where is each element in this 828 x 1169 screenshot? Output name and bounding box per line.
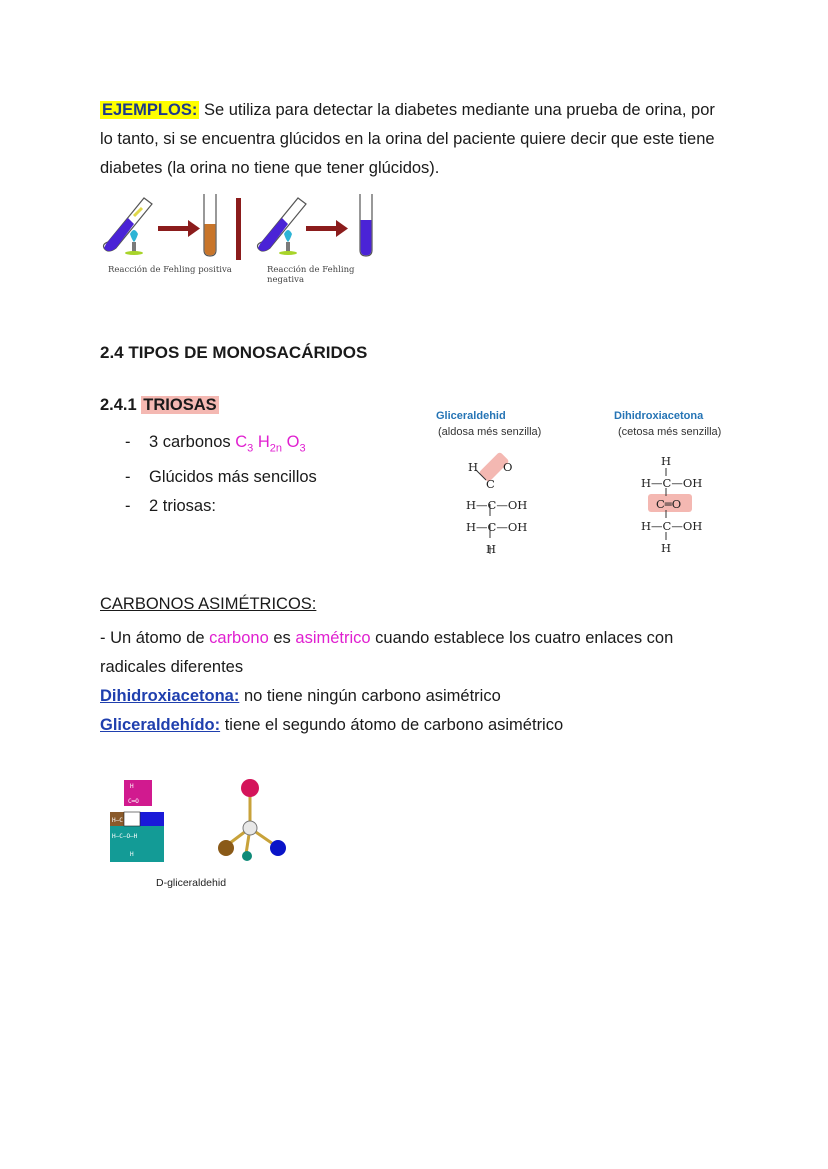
- examples-paragraph: [100, 96, 740, 183]
- tilted-tube-positive: [104, 198, 153, 251]
- dihydroxyacetone-link[interactable]: Dihidroxiacetona:: [100, 687, 240, 705]
- dihydroxyacetone-row-1: H—C—OH: [641, 476, 703, 490]
- block-text-h: H: [130, 783, 134, 790]
- examples-line-2: lo tanto, si se encuentra glúcidos en la orina del paciente quiere decir que este tiene: [100, 130, 715, 148]
- ball-stick-model: [218, 779, 286, 861]
- carbon-term: carbono: [209, 629, 269, 647]
- arrow-negative-icon: [306, 220, 348, 237]
- glyceraldehyde-structure: [432, 408, 572, 558]
- dihydroxyacetone-h-top: H: [661, 454, 672, 468]
- model-diagram: [108, 776, 298, 868]
- glyceraldehyde-note: Gliceraldehído: tiene el segundo átomo de carbono asimétrico: [100, 716, 564, 734]
- glyceraldehyde-c: C: [486, 477, 495, 491]
- asymmetric-line-1: - Un átomo de carbono es asimétrico cuando establece los cuatro enlaces con: [100, 629, 674, 647]
- arrow-positive-icon: [158, 220, 200, 237]
- triosas-heading: [100, 396, 219, 415]
- examples-text-1: Se utiliza para detectar la diabetes mediante una prueba de orina, por: [199, 101, 715, 119]
- ball-top: [241, 779, 259, 797]
- glyceraldehyde-h-bottom: H: [486, 542, 497, 556]
- glyceraldehyde-link[interactable]: Gliceraldehído:: [100, 716, 221, 734]
- ball-left: [218, 840, 234, 856]
- dihydroxyacetone-h-bottom: H: [661, 541, 672, 555]
- examples-line-1: [100, 96, 740, 125]
- list-item-text: 2 triosas:: [149, 497, 216, 516]
- result-tube-orange: [204, 194, 216, 256]
- molecular-model: [108, 776, 298, 896]
- asymmetric-paragraph: [100, 624, 740, 740]
- glyceraldehyde-subtitle: (aldosa més senzilla): [438, 426, 542, 438]
- formula: $C_3$ $H_{2n}$ $O_3$: [235, 433, 306, 455]
- tilted-tube-negative: [258, 198, 307, 251]
- glyceraldehyde-row-2: H—C—OH: [466, 498, 528, 512]
- block-text-bottom: H: [130, 851, 134, 858]
- model-caption: D-gliceraldehid: [156, 877, 227, 889]
- dihydroxyacetone-title: Dihidroxiacetona: [614, 410, 704, 422]
- list-item-text: 3 carbonos: [149, 433, 236, 451]
- block-text-low: H—C—O—H: [112, 833, 138, 840]
- dihydroxyacetone-row-3: H—C—OH: [641, 519, 703, 533]
- list-item: [125, 428, 425, 463]
- dihydroxyacetone-structure: [610, 408, 740, 558]
- examples-label: EJEMPLOS:: [102, 101, 198, 119]
- dihydroxyacetone-note: Dihidroxiacetona: no tiene ningún carbono asimétrico: [100, 687, 501, 705]
- list-item: [125, 492, 425, 521]
- dihydroxyacetone-subtitle: (cetosa més senzilla): [618, 426, 722, 438]
- asymmetric-title: CARBONOS ASIMÉTRICOS:: [100, 595, 317, 613]
- triosas-title: TRIOSAS: [143, 396, 217, 414]
- ball-bottom: [242, 851, 252, 861]
- triosas-list: [125, 428, 425, 521]
- glyceraldehyde-o: O: [503, 460, 513, 474]
- ball-center: [243, 821, 257, 835]
- list-dash: -: [125, 497, 131, 516]
- result-tube-blue: [360, 194, 372, 256]
- asymmetric-term: asimétrico: [295, 629, 371, 647]
- ball-right: [270, 840, 286, 856]
- dihydroxyacetone-row-2: C═O: [656, 497, 682, 511]
- list-item: [125, 463, 425, 492]
- examples-line-3: diabetes (la orina no tiene que tener glúcidos).: [100, 159, 440, 177]
- section-title: 2.4 TIPOS DE MONOSACÁRIDOS: [100, 343, 368, 362]
- triosas-number: 2.4.1: [100, 396, 142, 414]
- list-item-text: Glúcidos más sencillos: [149, 468, 317, 487]
- list-dash: -: [125, 468, 131, 487]
- glyceraldehyde-h-top: H: [468, 460, 479, 474]
- list-dash: -: [125, 433, 131, 451]
- divider-bar: [236, 198, 241, 260]
- caption-positive: Reacción de Fehling positiva: [108, 265, 232, 275]
- glyceraldehyde-title: Gliceraldehid: [436, 410, 506, 422]
- glyceraldehyde-row-3: H—C—OH: [466, 520, 528, 534]
- caption-negative: Reacción de Fehling negativa: [267, 265, 355, 285]
- block-text-mid: H—C: [112, 817, 123, 824]
- fehling-illustration: [100, 190, 382, 285]
- fehling-diagram: [100, 190, 382, 270]
- block-teal: [110, 826, 164, 862]
- asymmetric-line-2: radicales diferentes: [100, 658, 244, 676]
- block-blue: [140, 812, 164, 826]
- block-text-co: C═O: [128, 798, 139, 805]
